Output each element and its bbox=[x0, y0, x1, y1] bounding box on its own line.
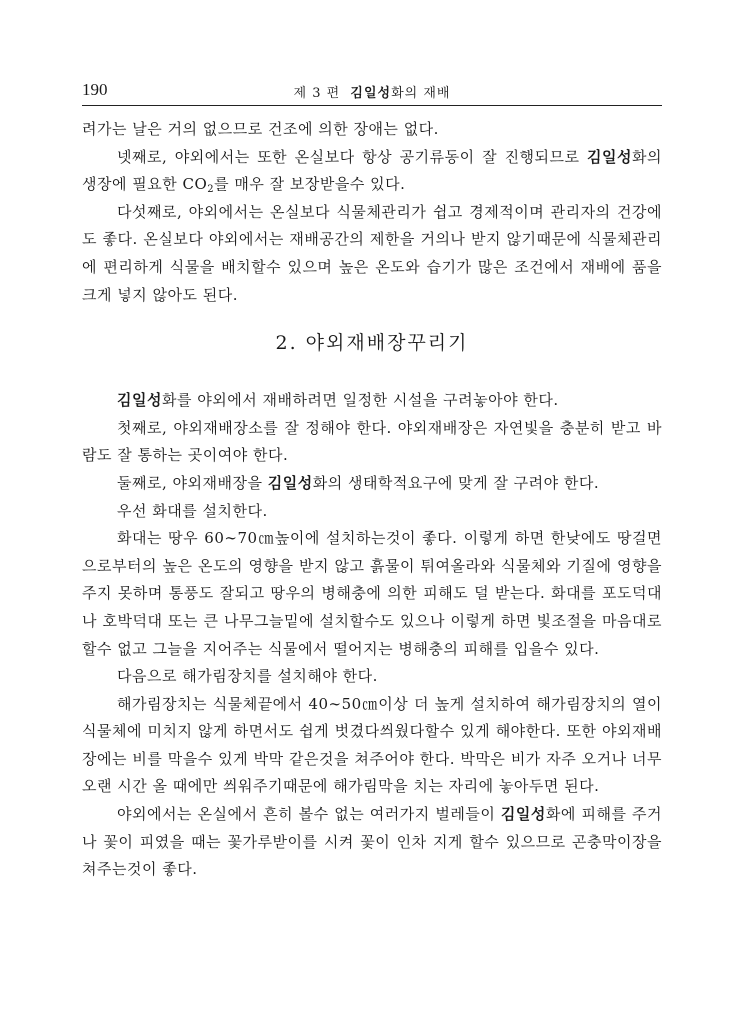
paragraph-2-text-a: 넷째로, 야외에서는 또한 온실보다 항상 공기류동이 잘 진행되므로 bbox=[117, 147, 588, 166]
paragraph-7: 우선 화대를 설치한다. bbox=[117, 501, 268, 520]
paragraph-11-bold-name: 김일성 bbox=[500, 805, 546, 824]
paragraph-2 bbox=[82, 144, 662, 199]
paragraph-6-bold-name: 김일성 bbox=[267, 473, 313, 492]
page-header bbox=[82, 80, 662, 106]
paragraph-11-text-b: 화에 피해를 주거나 꽃이 피였을 때는 꽃가루받이를 시켜 꽃이 인차 지게 할수 있으므로 곤충막이장을 쳐주는것이 좋다. bbox=[82, 805, 662, 879]
paragraph-2-bold-name: 김일성 bbox=[587, 147, 633, 166]
paragraph-4-text: 화를 야외에서 재배하려면 일정한 시설을 구려놓아야 한다. bbox=[161, 391, 559, 410]
page-body bbox=[82, 116, 662, 884]
section-heading: 2. 야외재배장꾸리기 bbox=[275, 332, 469, 355]
paragraph-10: 해가림장치는 식물체끝에서 40∼50㎝이상 더 높게 설치하여 해가림장치의 열이 식물체에 미치지 않게 하면서도 쉽게 벗겼다씌웠다할수 있게 해야한다. 또한 야외재배장에는 비를 막을수 있게 박막 같은것을 쳐주어야 한다. 박막은 비가 자주 오거나 너무 오랜 시간 올 때에만 씌워주기때문에 해가림막을 치는 자리에 놓아두면 된다. bbox=[82, 694, 662, 796]
running-head-chapter: 제 3 편 bbox=[293, 86, 341, 101]
paragraph-4 bbox=[82, 387, 662, 415]
header-rule bbox=[82, 105, 662, 106]
paragraph-6-text-b: 화의 생태학적요구에 맞게 잘 구려야 한다. bbox=[312, 473, 600, 492]
running-head-bold: 김일성 bbox=[350, 86, 392, 101]
paragraph-5: 첫째로, 야외재배장소를 잘 정해야 한다. 야외재배장은 자연빛을 충분히 받고 바람도 잘 통하는 곳이여야 한다. bbox=[82, 418, 662, 465]
running-head-rest: 화의 재배 bbox=[391, 86, 451, 101]
co2-subscript: 2 bbox=[207, 184, 215, 196]
paragraph-8: 화대는 땅우 60∼70㎝높이에 설치하는것이 좋다. 이렇게 하면 한낮에도 땅걸면으로부터의 높은 온도의 영향을 받지 않고 흙물이 튀여올라와 식물체와 기질에 영향을 주지 못하며 통풍도 잘되고 땅우의 병해충에 의한 피해도 덜 받는다. 화대를 포도덕대나 호박덕대 또는 큰 나무그늘밑에 설치할수도 있으나 이렇게 하면 빛조절을 마음대로 할수 없고 그늘을 지어주는 식물에서 떨어지는 병해충의 피해를 입을수 있다. bbox=[82, 529, 662, 658]
paragraph-11-text-a: 야외에서는 온실에서 흔히 볼수 없는 여러가지 벌레들이 bbox=[117, 805, 501, 824]
paragraph-6 bbox=[82, 470, 662, 498]
paragraph-2-text-c: 를 매우 잘 보장받을수 있다. bbox=[214, 175, 406, 194]
paragraph-6-text-a: 둘째로, 야외재배장을 bbox=[117, 473, 268, 492]
paragraph-2-text-b: 화의 생장에 필요한 CO bbox=[82, 147, 662, 194]
paragraph-11 bbox=[82, 801, 662, 884]
paragraph-9: 다음으로 해가림장치를 설치해야 한다. bbox=[117, 667, 378, 686]
paragraph-4-bold-name: 김일성 bbox=[117, 391, 162, 410]
page-number: 190 bbox=[82, 80, 108, 99]
paragraph-1: 려가는 날은 거의 없으므로 건조에 의한 장애는 없다. bbox=[82, 120, 439, 138]
running-head bbox=[82, 82, 662, 101]
paragraph-3: 다섯째로, 야외에서는 온실보다 식물체관리가 쉽고 경제적이며 관리자의 건강에도 좋다. 온실보다 야외에서는 재배공간의 제한을 거의나 받지 않기때문에 식물체관리에 편리하게 식물을 배치할수 있으며 높은 온도와 습기가 많은 조건에서 재배에 품을 크게 넣지 않아도 된다. bbox=[82, 202, 662, 304]
